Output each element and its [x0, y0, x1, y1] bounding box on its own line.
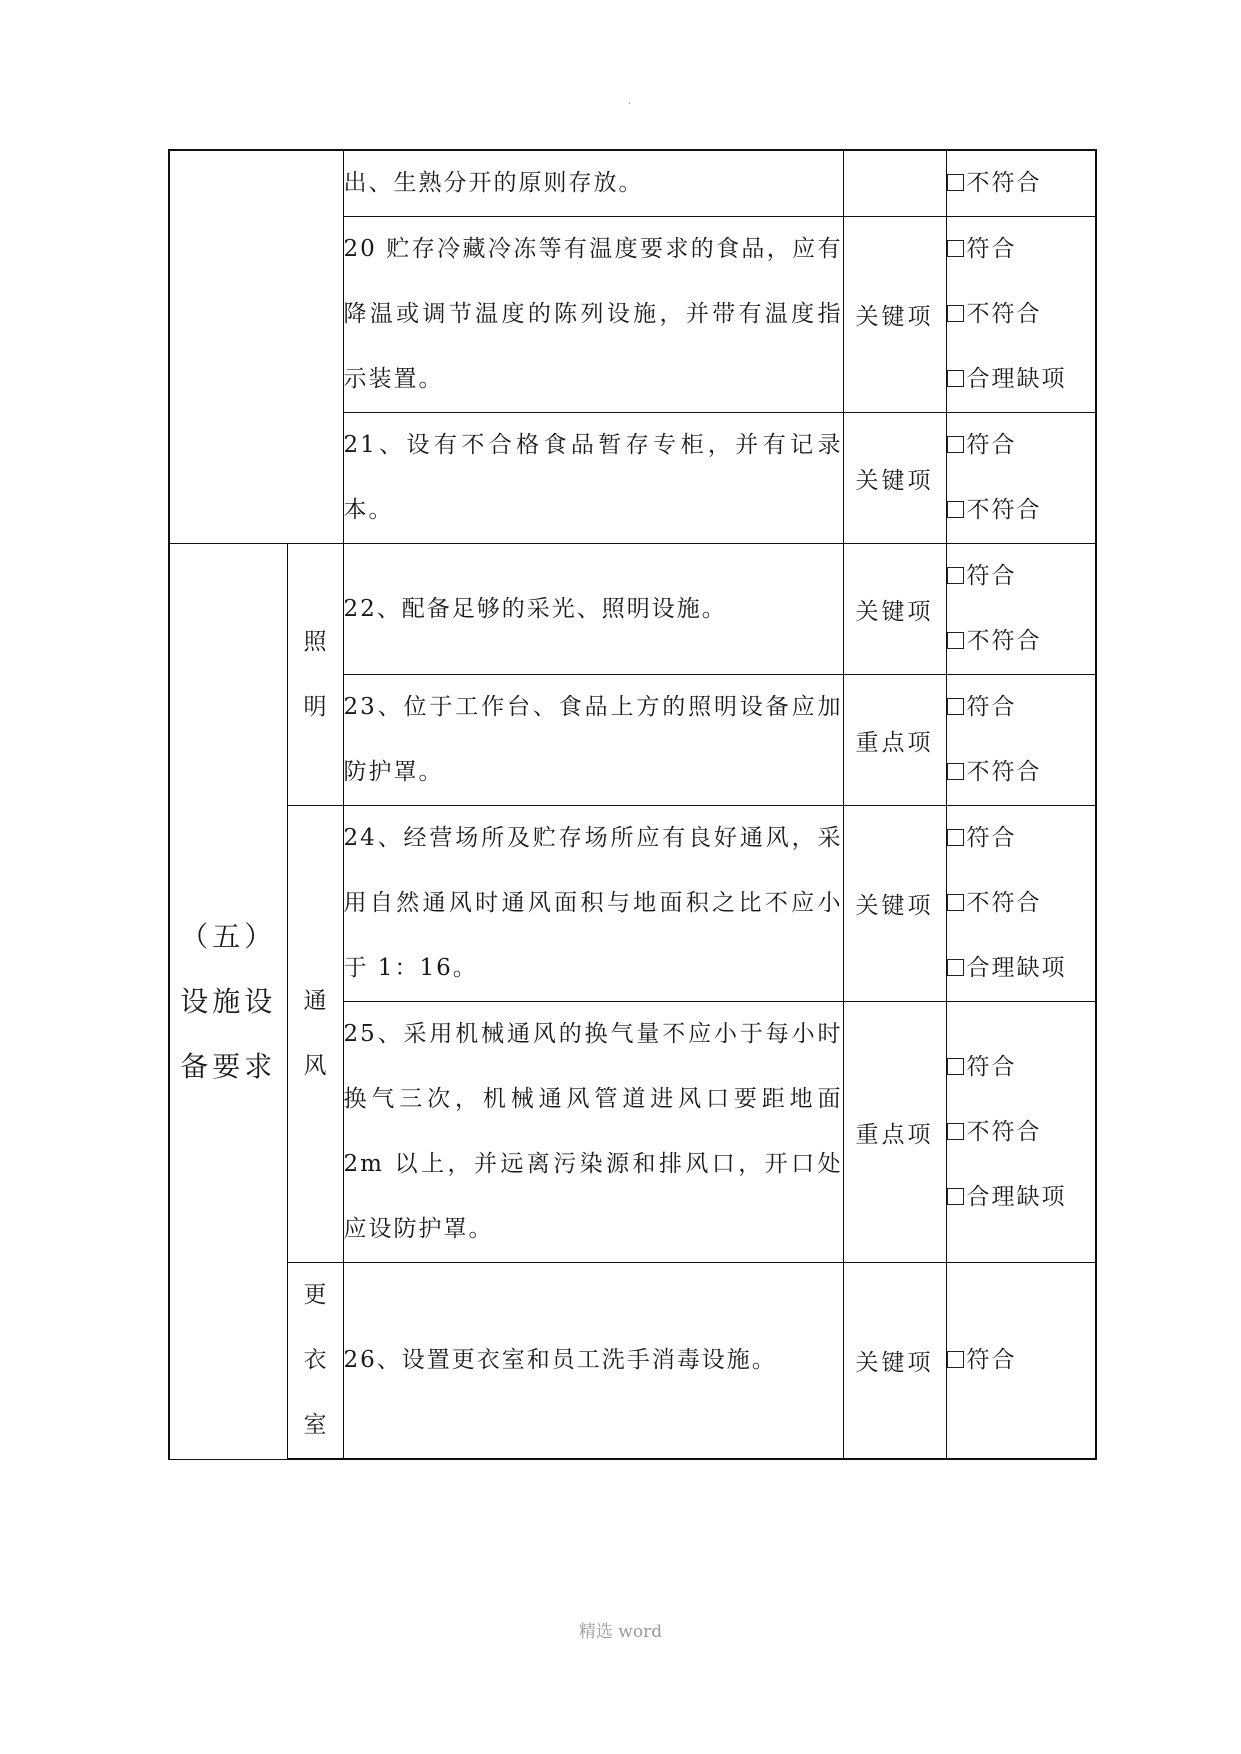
item-level: 关键项 — [843, 544, 946, 675]
subcategory-ventilation: 通 风 — [287, 806, 343, 1263]
options-cell — [946, 413, 1096, 544]
item-level: 关键项 — [843, 1263, 946, 1460]
option-item[interactable]: 符合 — [947, 675, 1096, 740]
option-item[interactable]: 不符合 — [947, 151, 1096, 216]
option-item[interactable]: 符合 — [947, 1035, 1096, 1100]
item-text: 出、生熟分开的原则存放。 — [343, 150, 843, 217]
option-item[interactable]: 不符合 — [947, 871, 1096, 936]
item-level: 关键项 — [843, 217, 946, 413]
checkbox-icon[interactable] — [947, 829, 964, 846]
item-text: 20 贮存冷藏冷冻等有温度要求的食品，应有降温或调节温度的陈列设施，并带有温度指示装置。 — [343, 217, 843, 413]
option-item[interactable]: 不符合 — [947, 478, 1096, 543]
subcategory-lighting: 照 明 — [287, 544, 343, 806]
item-level — [843, 150, 946, 217]
checkbox-icon[interactable] — [947, 174, 964, 191]
options-cell — [946, 1002, 1096, 1263]
checkbox-icon[interactable] — [947, 1058, 964, 1075]
option-item[interactable]: 合理缺项 — [947, 1165, 1096, 1230]
item-text: 25、采用机械通风的换气量不应小于每小时换气三次，机械通风管道进风口要距地面 2m 以上，并远离污染源和排风口，开口处应设防护罩。 — [343, 1002, 843, 1263]
checkbox-icon[interactable] — [947, 632, 964, 649]
checkbox-icon[interactable] — [947, 370, 964, 387]
header-mark: . — [628, 96, 632, 107]
checkbox-icon[interactable] — [947, 501, 964, 518]
option-item[interactable]: 符合 — [947, 413, 1096, 478]
item-text: 22、配备足够的采光、照明设施。 — [343, 544, 843, 675]
checkbox-icon[interactable] — [947, 436, 964, 453]
category-label: 设施设 — [180, 984, 277, 1018]
category-label: 备要求 — [180, 1049, 277, 1083]
table-row — [169, 544, 1096, 675]
option-item[interactable]: 不符合 — [947, 609, 1096, 674]
checkbox-icon[interactable] — [947, 763, 964, 780]
option-item[interactable]: 符合 — [947, 544, 1096, 609]
item-level: 关键项 — [843, 413, 946, 544]
options-cell — [946, 1263, 1096, 1460]
table-row — [169, 1263, 1096, 1460]
item-text: 23、位于工作台、食品上方的照明设备应加防护罩。 — [343, 675, 843, 806]
category-label: （五） — [180, 919, 277, 953]
table-row — [169, 806, 1096, 1002]
options-cell — [946, 544, 1096, 675]
option-item[interactable]: 符合 — [947, 806, 1096, 871]
options-cell — [946, 150, 1096, 217]
blank-category-cell — [169, 150, 343, 544]
option-item[interactable]: 不符合 — [947, 282, 1096, 347]
item-text: 21、设有不合格食品暂存专柜，并有记录本。 — [343, 413, 843, 544]
page-footer: 精选 word — [578, 1622, 663, 1642]
checkbox-icon[interactable] — [947, 567, 964, 584]
options-cell — [946, 675, 1096, 806]
option-item[interactable]: 不符合 — [947, 740, 1096, 805]
option-item[interactable]: 合理缺项 — [947, 347, 1096, 412]
checkbox-icon[interactable] — [947, 1351, 964, 1368]
checkbox-icon[interactable] — [947, 1188, 964, 1205]
checkbox-icon[interactable] — [947, 894, 964, 911]
item-level: 重点项 — [843, 1002, 946, 1263]
item-text: 26、设置更衣室和员工洗手消毒设施。 — [343, 1263, 843, 1460]
item-text: 24、经营场所及贮存场所应有良好通风，采用自然通风时通风面积与地面积之比不应小于 1：16。 — [343, 806, 843, 1002]
checkbox-icon[interactable] — [947, 1123, 964, 1140]
options-cell — [946, 217, 1096, 413]
options-cell — [946, 806, 1096, 1002]
item-level: 重点项 — [843, 675, 946, 806]
option-item[interactable]: 符合 — [947, 217, 1096, 282]
checkbox-icon[interactable] — [947, 959, 964, 976]
checkbox-icon[interactable] — [947, 698, 964, 715]
category-cell — [169, 544, 287, 1460]
item-level: 关键项 — [843, 806, 946, 1002]
subcategory-changing-room: 更 衣 室 — [287, 1263, 343, 1460]
checkbox-icon[interactable] — [947, 305, 964, 322]
option-item[interactable]: 不符合 — [947, 1100, 1096, 1165]
inspection-table — [168, 149, 1097, 1460]
option-item[interactable]: 合理缺项 — [947, 936, 1096, 1001]
checkbox-icon[interactable] — [947, 240, 964, 257]
option-item[interactable]: 符合 — [947, 1328, 1096, 1393]
table-row — [169, 150, 1096, 217]
